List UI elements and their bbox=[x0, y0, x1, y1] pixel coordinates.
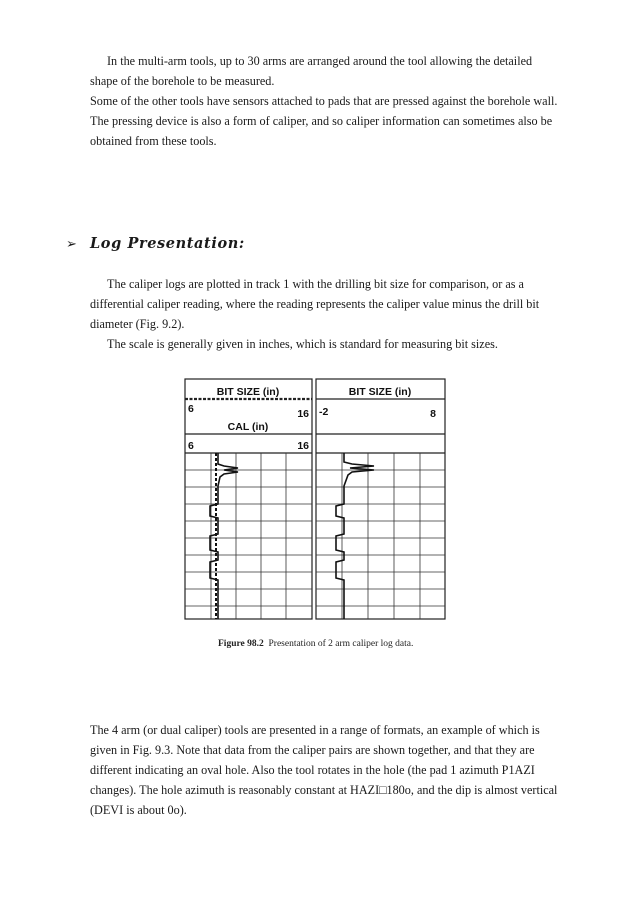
left-header-bit-size: BIT SIZE (in) bbox=[216, 386, 280, 398]
text-line: different indicating an oval hole. Also the tool rotates in the hole (the pad 1 azimuth P1AZI bbox=[90, 763, 535, 777]
section-heading bbox=[66, 235, 245, 252]
figure-caption-label: Figure 98.2 bbox=[218, 639, 264, 649]
figure-caption-text: Presentation of 2 arm caliper log data. bbox=[268, 639, 414, 649]
arrow-bullet-icon: ➢ bbox=[66, 237, 78, 252]
text-line: Some of the other tools have sensors attached to pads that are pressed against the borehole wall. bbox=[90, 94, 558, 108]
text-line: changes). The hole azimuth is reasonably constant at HAZI□180o, and the dip is almost vertical bbox=[90, 783, 558, 797]
text-line: The scale is generally given in inches, which is standard for measuring bit sizes. bbox=[107, 337, 498, 351]
section-heading-text: Log Presentation: bbox=[90, 235, 245, 252]
left-grid bbox=[185, 453, 312, 619]
left-caliper-curve bbox=[210, 453, 238, 619]
right-scale-max: 8 bbox=[430, 408, 436, 420]
caliper-log-figure bbox=[184, 378, 446, 620]
right-track-border bbox=[316, 379, 445, 619]
caliper-log-diagram bbox=[184, 378, 446, 620]
paragraph-log-presentation bbox=[90, 274, 600, 354]
left-track-border bbox=[185, 379, 312, 619]
left-cal-scale-max: 16 bbox=[297, 440, 309, 452]
text-line: The 4 arm (or dual caliper) tools are presented in a range of formats, an example of which is bbox=[90, 723, 540, 737]
text-line: The caliper logs are plotted in track 1 with the drilling bit size for comparison, or as a bbox=[107, 277, 524, 291]
left-header-cal: CAL (in) bbox=[227, 421, 269, 433]
text-line: obtained from these tools. bbox=[90, 134, 217, 148]
right-scale-min: -2 bbox=[319, 406, 329, 418]
left-scale-min: 6 bbox=[188, 403, 194, 415]
paragraph-four-arm-tools bbox=[90, 720, 600, 820]
text-line: (DEVI is about 0o). bbox=[90, 803, 187, 817]
paragraph-multi-arm-tools bbox=[90, 51, 600, 151]
text-line: differential caliper reading, where the reading represents the caliper value minus the drill bit bbox=[90, 297, 540, 311]
figure-caption bbox=[218, 639, 413, 649]
text-line: In the multi-arm tools, up to 30 arms are arranged around the tool allowing the detailed bbox=[107, 54, 533, 68]
text-line: diameter (Fig. 9.2). bbox=[90, 317, 185, 331]
left-cal-scale-min: 6 bbox=[188, 440, 194, 452]
text-line: The pressing device is also a form of caliper, and so caliper information can sometimes also be bbox=[90, 114, 553, 128]
text-line: given in Fig. 9.3. Note that data from the caliper pairs are shown together, and that they are bbox=[90, 743, 535, 757]
left-scale-max: 16 bbox=[297, 408, 309, 420]
right-header-bit-size: BIT SIZE (in) bbox=[348, 386, 412, 398]
text-line: shape of the borehole to be measured. bbox=[90, 74, 275, 88]
